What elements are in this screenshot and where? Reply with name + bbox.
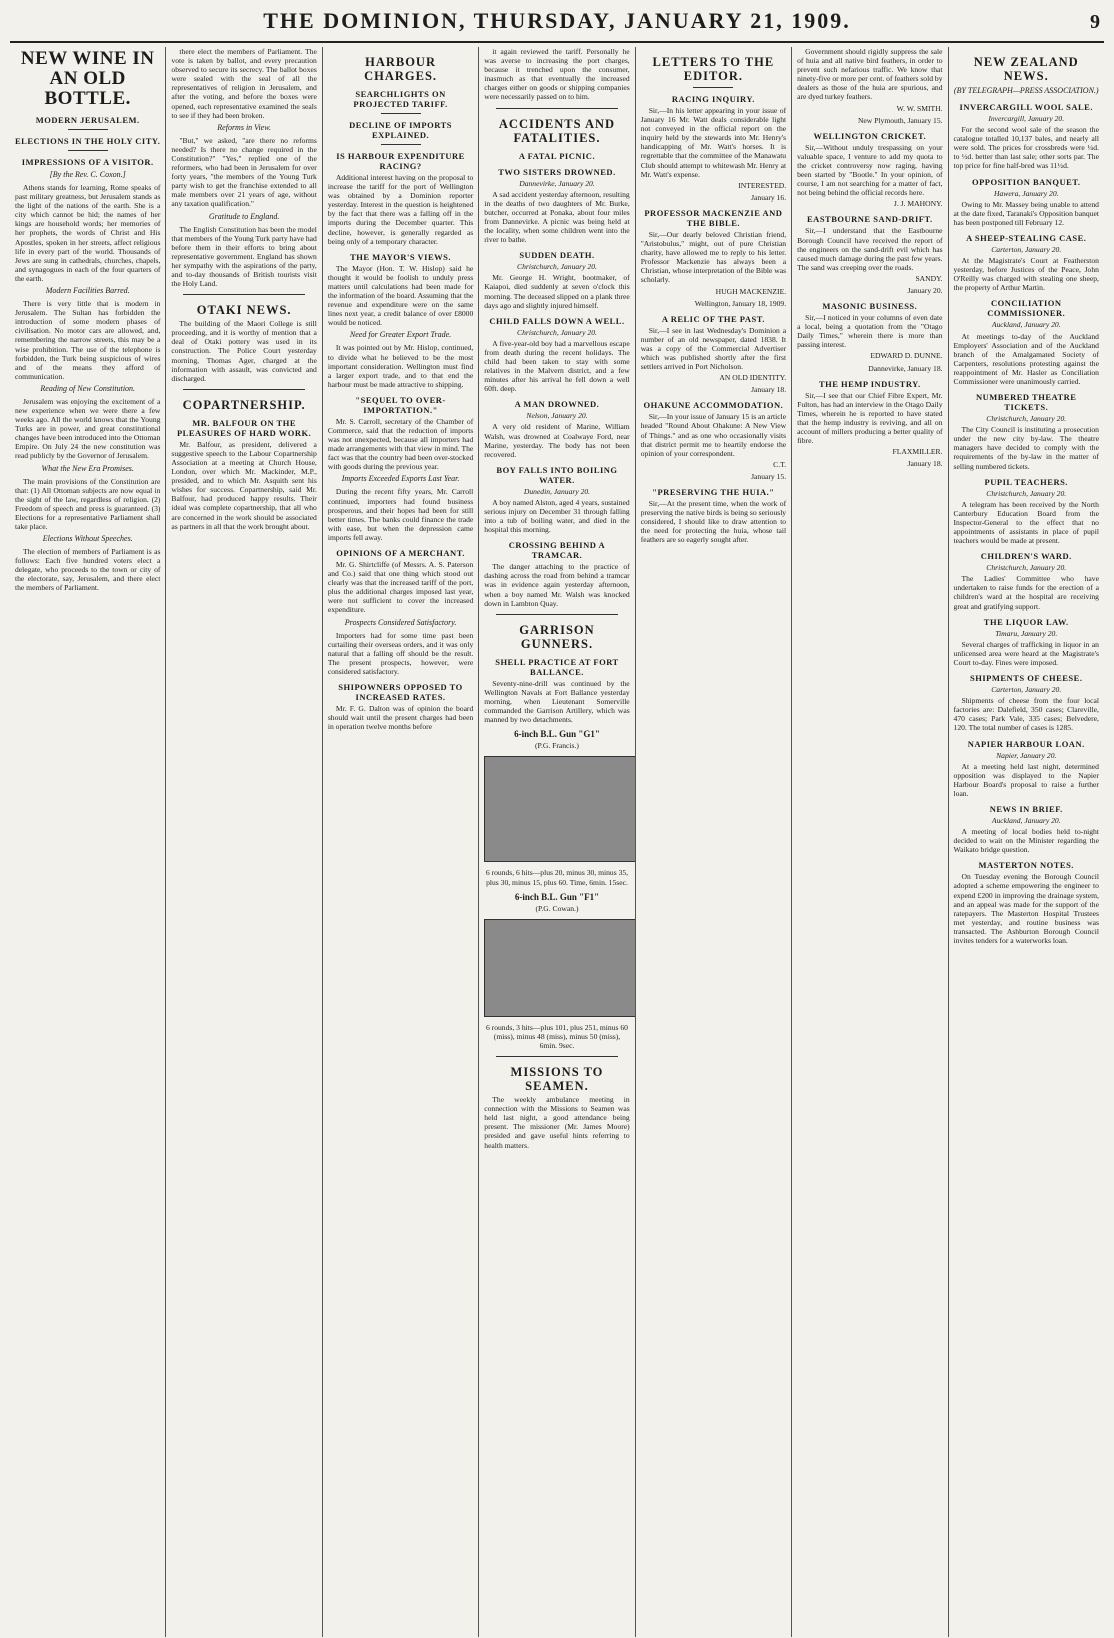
letter-signature: J. J. MAHONY.: [893, 199, 943, 209]
article-headline: MISSIONS TO SEAMEN.: [510, 1065, 604, 1094]
paragraph: Several charges of trafficking in liquor in an unlicensed area were heard at the Magistrate's Court to-day. Fines were imposed.: [953, 639, 1099, 667]
divider: [381, 144, 421, 145]
paragraph: A five-year-old boy had a marvellous escape from death during the recent holidays. The child had been taken to stay with some relatives in the Malvern district, and a few minutes after his arrival he fell down a well 60ft. deep.: [484, 338, 630, 394]
article-headline: LETTERS TO THE EDITOR.: [652, 55, 775, 83]
section-heading: Reading of New Constitution.: [40, 383, 136, 393]
paragraph: Sir,—Without unduly trespassing on your valuable space, I venture to add my quota to the cricket controversy now raging, having been started by "Bootle." In your opinion, of course, I am not searching for a matter of fact, not being behind the official records here.: [797, 142, 943, 198]
paragraph: The Ladies' Committee who have undertaken to raise funds for the erection of a children's ward at the hospital are receiving great and gratifying support.: [953, 574, 1099, 611]
letter-date: January 16.: [751, 192, 787, 202]
paragraph: It was pointed out by Mr. Hislop, continued, to divide what he believed to be the most important consideration. Wellington must find a larger export trade, and to that end the harbour must be made attractive to shipping.: [327, 343, 474, 389]
dateline: Invercargill, January 20.: [988, 114, 1065, 123]
paragraph: Sir,—At the present time, when the work of preserving the native birds is being so seriously considered, I should like to draw attention to the need for protecting the huia, whose tail feathers are so eagerly sought after.: [640, 499, 787, 545]
target-diagram-image: [484, 756, 635, 862]
masthead-title: THE DOMINION, THURSDAY, JANUARY 21, 1909.: [263, 8, 851, 33]
column-4: [479, 47, 635, 1637]
paragraph: The danger attaching to the practice of dashing across the road from behind a tramcar was in evidence again yesterday afternoon, when a boy named Mr. Walsh was knocked down in Lambton Quay.: [484, 562, 630, 608]
article-subhead: TWO SISTERS DROWNED.: [498, 166, 616, 177]
paragraph: Sir,—In your issue of January 15 is an article headed "Round About Ohakune: A New View of Things." and as one who occasionally visits that district permit me to heartily endorse the opinion of your correspondent.: [640, 412, 787, 458]
article-headline: NEW WINE IN AN OLD BOTTLE.: [20, 48, 155, 109]
dateline: Dannevirke, January 20.: [519, 178, 595, 188]
article-subhead: A FATAL PICNIC.: [518, 150, 596, 161]
paragraph: A telegram has been received by the North Canterbury Education Board from the Inspector-General to the effect that no appointments of assistants in place of pupil teachers would be made at present.: [953, 499, 1099, 546]
paragraph: Athens stands for learning, Rome speaks of past military greatness, but Jerusalem stands as the light of the nations of the earth. She is a city which cannot be hid; the names of her kings are household words; her memories of her prophets, the words of Christ and His Apostles, spoken in her streets, affect religious life in every part of the world. Thousands of Jews are sung in cathedrals, churches, chapels, and synagogues in each of the four quarters of the earth.: [15, 183, 161, 283]
section-heading: OPPOSITION BANQUET.: [971, 176, 1081, 187]
article-headline: ACCIDENTS AND FATALITIES.: [498, 116, 616, 145]
section-heading: Prospects Considered Satisfactory.: [344, 617, 457, 627]
dateline: Auckland, January 20.: [991, 320, 1061, 330]
byline: (BY TELEGRAPH—PRESS ASSOCIATION.): [953, 86, 1099, 95]
section-heading: OPINIONS OF A MERCHANT.: [336, 548, 465, 558]
section-heading: PROFESSOR MACKENZIE AND THE BIBLE.: [644, 207, 783, 228]
section-heading: INVERCARGILL WOOL SALE.: [959, 102, 1093, 112]
masthead: [10, 8, 1104, 43]
paragraph: The building of the Maori College is still proceeding, and it is worthy of mention that a deal of Otaki pottery was used in its construction. The Police Court yesterday morning, Thomas Ager, charged at the information with assault, was convicted and discharged.: [171, 319, 317, 383]
section-heading: NEWS IN BRIEF.: [989, 803, 1063, 814]
paragraph: Government should rigidly suppress the sale of huia and all native bird feathers, in order to prevent such nefarious traffic. We know that ninety-five or more per cent. of feathers sold by dealers as those of the huia are spurious, and are dyed turkey feathers.: [797, 47, 943, 102]
paragraph: At meetings to-day of the Auckland Employers' Association and of the Auckland branch of the Amalgamated Society of Carpenters, resolutions protesting against the reappointment of Mr. Hasler as Conciliation Commissioner were unanimously carried.: [953, 331, 1099, 386]
dateline: Napier, January 20.: [996, 750, 1057, 760]
article-headline: OTAKI NEWS.: [196, 303, 292, 318]
section-heading: PUPIL TEACHERS.: [984, 476, 1068, 487]
section-heading: Modern Facilities Barred.: [45, 286, 130, 296]
letter-signature: W. W. SMITH.: [896, 103, 943, 113]
article-subhead: MR. BALFOUR ON THE PLEASURES OF HARD WORK.: [176, 417, 312, 438]
article-headline: GARRISON GUNNERS.: [519, 622, 595, 651]
paragraph: Importers had for some time past been curtailing their overseas orders, and it was only natural that a falling off should be the result. The present prospects, however, were considered satisfactory.: [327, 630, 474, 676]
letter-signature: SANDY.: [915, 273, 943, 283]
article-subhead: SHELL PRACTICE AT FORT BALLANCE.: [495, 656, 619, 677]
figure-heading: 6-inch B.L. Gun "G1": [514, 729, 600, 740]
letter-signature: C.T.: [773, 459, 787, 469]
paragraph: A very old resident of Marine, William Walsh, was drowned at Coalwaye Ford, near Marine, yesterday. The body has not been recovered.: [484, 422, 630, 459]
letter-date: January 18.: [751, 385, 787, 395]
dateline: Auckland, January 20.: [991, 815, 1061, 825]
paragraph: it again reviewed the tariff. Personally he was averse to increasing the port charges, because it trenched upon the consumer, inasmuch as that eventually the increased charges either on goods or shipping companies were necessarily passed on to him.: [484, 47, 630, 102]
section-heading: What the New Era Promises.: [41, 463, 134, 473]
column-1: [10, 47, 166, 1637]
section-heading: THE LIQUOR LAW.: [983, 616, 1069, 627]
byline: [By the Rev. C. Coxon.]: [49, 170, 126, 179]
paragraph: Mr. Balfour, as president, delivered a suggestive speech to the Labour Copartnership Association at a meeting at Church House, London, over which Mr. Mackinder, M.P., presided, and to which Mr. Asquith sent his wishes for success. Copartnership, said Mr. Balfour, had produced happy results. Their ideal was complete copartnership, that all who are concerned in the work should be associated as partners in all that the work brought about.: [171, 439, 317, 531]
letter-date: January 20.: [907, 285, 943, 295]
page-number: 9: [1090, 11, 1100, 33]
column-5: [636, 47, 792, 1637]
paragraph: Sir,—I see in last Wednesday's Dominion a number of an old newspaper, dated 1838. It was a copy of the Commercial Advertiser which was published shortly after the first settlers arrived in Port Nicholson.: [640, 325, 787, 372]
dateline: Christchurch, January 20.: [986, 488, 1067, 498]
divider: [381, 113, 421, 114]
paragraph: Sir,—Our dearly beloved Christian friend, "Aristobulus," might, out of pure Christian charity, have allowed me to reply to his letter. Professor Mackenzie has always been a Christian, whose interpretation of the Bible was scholarly.: [640, 229, 787, 285]
section-heading: Gratitude to England.: [208, 211, 280, 221]
paragraph: Mr. G. Shirtcliffe (of Messrs. A. S. Paterson and Co.) said that one thing which stood out clearly was that the increased tariff of the port, plus the additional charges imposed last year, were not sufficient to cover the increased expenditure.: [327, 560, 474, 615]
dateline: Christchurch, January 20.: [517, 262, 597, 272]
letter-date: January 15.: [751, 471, 787, 481]
section-heading: SHIPMENTS OF CHEESE.: [970, 673, 1083, 684]
section-heading: Elections Without Speeches.: [42, 534, 133, 544]
section-heading: A RELIC OF THE PAST.: [661, 313, 765, 324]
column-3: [323, 47, 479, 1637]
column-7: [949, 47, 1104, 1637]
dateline: Dunedin, January 20.: [523, 486, 591, 496]
paragraph: There is very little that is modern in Jerusalem. The Sultan has forbidden the introduction of some modern phases of civilisation. No motor cars are allowed, and, remembering the narrow streets, this may be a wise prohibition. The use of the telephone is forbidden, the Turk being suspicious of wires and of the means they afford of communication.: [15, 299, 161, 381]
section-heading: Imports Exceeded Exports Last Year.: [341, 474, 460, 484]
paragraph: A sad accident yesterday afternoon, resulting in the deaths of two daughters of Mr. Burke, butcher, occurred at Ponaka, about four miles from Dannevirke. A picnic was being held at the locality, when some children went into the river to bathe.: [484, 189, 630, 245]
paragraph: Additional interest having on the proposal to increase the tariff for the port of Wellington was obtained by a Dominion reporter yesterday. Interest in the question is heightened by the fact that there was a falling off in the imports during the December quarter. This decline, however, is generally regarded as being only of a temporary character.: [327, 173, 474, 246]
target-diagram-image: [484, 919, 635, 1017]
dateline: Hawera, January 20.: [993, 188, 1059, 198]
section-heading: THE HEMP INDUSTRY.: [818, 378, 921, 389]
figure-subheading: (P.G. Francis.): [535, 741, 579, 751]
section-heading: CHILDREN'S WARD.: [980, 551, 1072, 562]
paragraph: Sir,—In his letter appearing in your issue of January 16 Mr. Watt deals considerable light not conveyed in the official report on the inquiry held by the stewards into Mr. Henry's handicapping of Mr. Watt's horses. It is regrettable that the committee of the Manawatu Club should attempt to whitewash Mr. Henry at Mr. Watt's expense.: [640, 106, 787, 179]
section-heading: BOY FALLS INTO BOILING WATER.: [496, 464, 618, 485]
paragraph: Mr. George H. Wright, bootmaker, of Kaiapoi, died suddenly at seven o'clock this morning. The deceased slipped on a plank three days ago and slightly injured himself.: [484, 273, 630, 310]
letter-signature: EDWARD D. DUNNE.: [870, 351, 943, 361]
paragraph: Jerusalem was enjoying the excitement of a new experience when we were there a few weeks ago. All the world knows that the Young Turks are in power, and great constitutional changes have been introduced into the Ottoman Empire. On July 24 the new constitution was read publicly by the Governor of Jerusalem.: [15, 396, 161, 461]
paragraph: The weekly ambulance meeting in connection with the Missions to Seamen was held last night, a good attendance being present. The missioner (Mr. James Moore) presided and gave useful hints referring to health matters.: [484, 1095, 630, 1150]
article-headline: COPARTNERSHIP.: [182, 397, 306, 412]
section-heading: CONCILIATION COMMISSIONER.: [987, 298, 1066, 319]
section-heading: WELLINGTON CRICKET.: [813, 130, 927, 141]
figure-heading: 6-inch B.L. Gun "F1": [514, 891, 600, 902]
section-heading: EASTBOURNE SAND-DRIFT.: [807, 214, 933, 225]
paragraph: Mr. S. Carroll, secretary of the Chamber of Commerce, said that the reduction of imports was not unexpected, because all importers had made arrangements with that view in mind. The fact was that the country had been over-stocked with goods during the previous year.: [327, 416, 474, 472]
article-subhead: IS HARBOUR EXPENDITURE RACING?: [336, 151, 465, 171]
dateline: Christchurch, January 20.: [517, 327, 597, 337]
paragraph: For the second wool sale of the season the catalogue totalled 10,137 bales, and nearly all were sold. The prices for crossbreds were ¼d. to ½d. better than last sale; other sorts par. The top price for fine half-bred was 11½d.: [953, 125, 1099, 171]
article-subhead: MODERN JERUSALEM.: [35, 115, 140, 125]
paragraph: The English Constitution has been the model that members of the Young Turk party have had before them in their efforts to bring about representative government. England has shown her sympathy with the aspirations of the party, and to-day thousands of British tourists visit the Holy Land.: [171, 224, 317, 289]
letter-signature: HUGH MACKENZIE.: [715, 286, 787, 296]
paragraph: The main provisions of the Constitution are that: (1) All Ottoman subjects are now equal in the sight of the law, regardless of religion. (2) Freedom of speech and press is guaranteed. (3) Elections for a representative Parliament shall take place.: [15, 476, 161, 531]
divider: [496, 1056, 617, 1057]
letter-date: Dannevirke, January 18.: [868, 363, 943, 373]
divider: [496, 108, 617, 109]
section-heading: Need for Greater Export Trade.: [349, 330, 452, 340]
letter-signature: AN OLD IDENTITY.: [719, 373, 787, 383]
article-subhead: SEARCHLIGHTS ON PROJECTED TARIFF.: [353, 89, 448, 109]
dateline: Christchurch, January 20.: [986, 563, 1067, 573]
columns: [10, 47, 1104, 1637]
figure-caption: 6 rounds, 6 hits—plus 20, minus 30, minus 35, plus 30, minus 15, plus 60. Time, 6min. 15sec.: [485, 868, 629, 887]
article-subhead: IMPRESSIONS OF A VISITOR.: [21, 157, 154, 167]
section-heading: Reforms in View.: [217, 122, 271, 132]
section-heading: NUMBERED THEATRE TICKETS.: [975, 392, 1077, 413]
divider: [693, 87, 733, 88]
paragraph: On Tuesday evening the Borough Council adopted a scheme empowering the engineer to expend £200 in improving the drainage system, and an appeal was made for the support of the ratepayers. The Masterton Hospital Trustees met yesterday, and routine business was transacted. The Ashburton Borough Council invites tenders for a waterworks loan.: [953, 872, 1099, 945]
dateline: Carterton, January 20.: [991, 244, 1062, 254]
article-headline: NEW ZEALAND NEWS.: [973, 55, 1079, 83]
section-heading: SUDDEN DEATH.: [519, 250, 595, 261]
article-headline: HARBOUR CHARGES.: [364, 55, 438, 83]
letter-signature: FLAXMILLER.: [892, 447, 943, 457]
dateline: Christchurch, January 20.: [986, 414, 1067, 424]
section-heading: THE MAYOR'S VIEWS.: [350, 251, 451, 262]
figure-caption: 6 rounds, 3 hits—plus 101, plus 251, minus 60 (miss), minus 48 (miss), minus 50 (miss), 6min. 9sec.: [485, 1022, 628, 1050]
section-heading: "SEQUEL TO OVER-IMPORTATION.": [355, 394, 446, 415]
paragraph: Sir,—I noticed in your columns of even date a local, being a quotation from the "Otago Daily Times," wherein there is more than passing interest.: [797, 313, 943, 350]
section-heading: CROSSING BEHIND A TRAMCAR.: [508, 540, 606, 561]
paragraph: At the Magistrate's Court at Featherston yesterday, before Justices of the Peace, John O'Reilly was charged with stealing one sheep, the property of Arthur Martin.: [953, 256, 1099, 293]
section-heading: MASTERTON NOTES.: [978, 860, 1074, 871]
divider: [496, 614, 617, 615]
section-heading: MASONIC BUSINESS.: [822, 301, 918, 312]
paragraph: Mr. F. G. Dalton was of opinion the board should wait until the present charges had been in operation twelve months before: [327, 704, 474, 732]
section-heading: CHILD FALLS DOWN A WELL.: [489, 315, 625, 326]
divider: [68, 129, 108, 130]
paragraph: The election of members of Parliament is as follows: Each five hundred voters elect a delegate, who proceeds to the town or city of the electorate, say, Jerusalem, and there elect the members of Parliament.: [15, 547, 161, 593]
paragraph: The City Council is instituting a prosecution under the new city by-law. The theatre managers have decided to comply with the requirements of the by-law in the matter of selling numbered tickets.: [953, 425, 1099, 471]
column-2: [166, 47, 322, 1637]
paragraph: A boy named Alston, aged 4 years, sustained serious injury on December 31 through falling into a tub of boiling water, and died in the hospital this morning.: [484, 497, 630, 535]
paragraph: "But," we asked, "are there no reforms needed? Is there no change required in the Constitution?" "Yes," replied one of the reformers, who had been in Jerusalem for over forty years, "the members of the Young Turk party wish to get the franchise extended to all male members over 21 years of age, without any taxation qualification.": [171, 135, 317, 209]
letter-signature: INTERESTED.: [738, 180, 787, 190]
letter-date: Wellington, January 18, 1909.: [694, 298, 787, 308]
divider: [68, 150, 108, 151]
letter-date: January 18.: [907, 459, 943, 469]
article-subhead: ELECTIONS IN THE HOLY CITY.: [15, 136, 161, 146]
dateline: Carterton, January 20.: [991, 685, 1062, 695]
paragraph: there elect the members of Parliament. The vote is taken by ballot, and every precaution observed to secure its secrecy. The ballot boxes were sealed with the seal of all the representatives of religion in Jerusalem, and after the voting, and before the boxes were opened, each representative examined the seals to see if they had been broken.: [171, 47, 317, 120]
divider: [183, 389, 304, 390]
paragraph: A meeting of local bodies held to-night decided to wait on the Minister regarding the Waikato bridge question.: [953, 827, 1099, 855]
section-heading: RACING INQUIRY.: [671, 94, 755, 104]
paragraph: Seventy-nine-drill was continued by the Wellington Navals at Fort Ballance yesterday morning, when Lieutenant Somerville commanded the Garrison Artillery, which was manned by two detachments.: [484, 678, 630, 725]
figure-subheading: (P.G. Cowan.): [535, 903, 579, 913]
section-heading: SHIPOWNERS OPPOSED TO INCREASED RATES.: [338, 682, 463, 703]
section-heading: "PRESERVING THE HUIA.": [652, 487, 775, 497]
letter-date: New Plymouth, January 15.: [857, 115, 943, 125]
section-heading: OHAKUNE ACCOMMODATION.: [643, 400, 784, 411]
paragraph: The Mayor (Hon. T. W. Hislop) said he thought it would be foolish to unduly press matters until calculations had been made for the information of the board. Assuming that the revenue and expenditure were on the same lines next year, a credit balance of over £8000 would be noticed.: [327, 263, 474, 328]
paragraph: Sir,—I see that our Chief Fibre Expert, Mr. Fulton, has had an interview in the Otago Daily Times, wherein he is reported to have stated that the hemp industry is reviving, and all on account of millers producing a better quality of fibre.: [797, 390, 943, 446]
divider: [183, 294, 304, 295]
paragraph: Sir,—I understand that the Eastbourne Borough Council have received the report of the engineers on the sand-drift evil which has caused much damage during the past few years. The sand was creeping over the roads.: [797, 226, 943, 272]
article-subhead: DECLINE OF IMPORTS EXPLAINED.: [349, 120, 452, 140]
section-heading: NAPIER HARBOUR LOAN.: [967, 738, 1085, 749]
paragraph: At a meeting held last night, determined opposition was displayed to the Napier Harbour Board's proposal to raise a further loan.: [953, 761, 1099, 798]
dateline: Nelson, January 20.: [526, 411, 588, 421]
dateline: Timaru, January 20.: [995, 628, 1058, 638]
section-heading: A SHEEP-STEALING CASE.: [966, 232, 1087, 243]
section-heading: A MAN DROWNED.: [514, 399, 600, 410]
paragraph: Shipments of cheese from the four local factories are: Dalefield, 350 cases; Clareville, 470 cases; Park Vale, 335 cases; Belvedere, 120. The total number of cases is 1285.: [953, 696, 1099, 733]
paragraph: During the recent fifty years, Mr. Carroll continued, importers had found business prosperous, and their hopes had been for still better times. The banks could finance the trade with ease, but when the depression came imports fell away.: [327, 487, 474, 542]
column-6: [792, 47, 948, 1637]
paragraph: Owing to Mr. Massey being unable to attend at the date fixed, Taranaki's Opposition banquet has been postponed till February 12.: [953, 199, 1099, 227]
